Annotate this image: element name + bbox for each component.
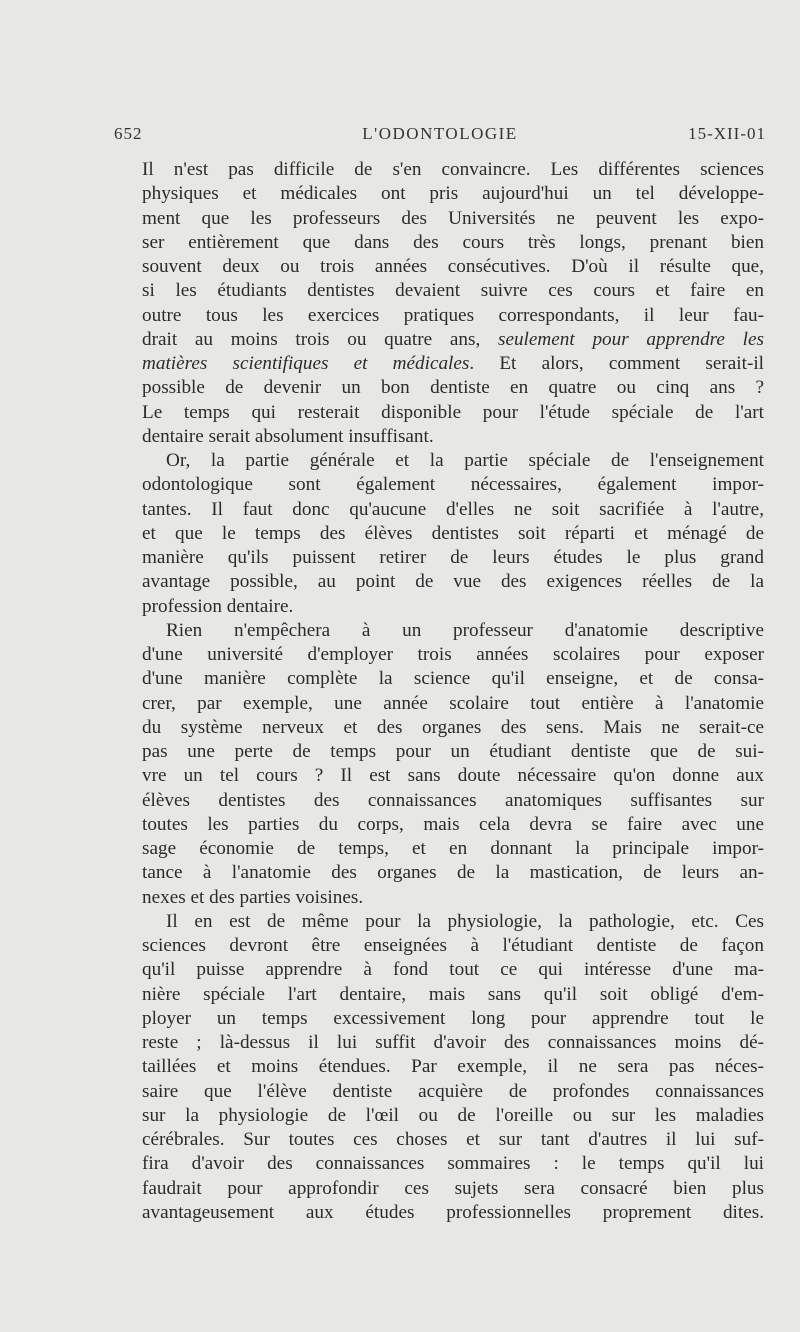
text-line: avantage possible, au point de vue des exigences réelles de la xyxy=(142,571,764,593)
page-number: 652 xyxy=(114,124,143,143)
text-line: fira d'avoir des connaissances sommaires : le temps qu'il lui xyxy=(142,1153,764,1175)
text-line: manière qu'ils puissent retirer de leurs études le plus grand xyxy=(142,547,764,568)
text-line: ployer un temps excessivement long pour apprendre tout le xyxy=(142,1007,764,1029)
text-line: dentaire serait absolument insuffisant. xyxy=(142,425,434,447)
text-line: Rien n'empêchera à un professeur d'anatomie descriptive xyxy=(166,619,764,641)
article-body xyxy=(142,158,764,1225)
text-line: reste ; là-dessus il lui suffit d'avoir des connaissances moins dé- xyxy=(142,1032,764,1053)
text-line xyxy=(142,352,764,376)
text-line: outre tous les exercices pratiques correspondants, il leur fau- xyxy=(142,304,764,326)
text-line: souvent deux ou trois années consécutives. D'où il résulte que, xyxy=(142,256,764,277)
text-line: sciences devront être enseignées à l'étudiant dentiste de façon xyxy=(142,935,764,956)
journal-title: L'ODONTOLOGIE xyxy=(362,124,518,143)
text-line: d'une manière complète la science qu'il enseigne, et de consa- xyxy=(142,668,764,690)
text-line: d'une université d'employer trois années scolaires pour exposer xyxy=(142,644,764,665)
text-line: qu'il puisse apprendre à fond tout ce qui intéresse d'une ma- xyxy=(142,959,764,981)
text-line: Il n'est pas difficile de s'en convaincre. Les différentes sciences xyxy=(142,159,764,180)
text-line: possible de devenir un bon dentiste en quatre ou cinq ans ? xyxy=(142,377,764,399)
text-line: avantageusement aux études professionnelles proprement dites. xyxy=(142,1201,764,1223)
text-segment: . Et alors, comment serait-il xyxy=(469,353,764,374)
paragraph-2 xyxy=(142,449,764,619)
text-line: taillées et moins étendues. Par exemple, il ne sera pas néces- xyxy=(142,1056,764,1078)
text-line: nière spéciale l'art dentaire, mais sans qu'il soit obligé d'em- xyxy=(142,983,764,1005)
text-line: du système nerveux et des organes des sens. Mais ne serait-ce xyxy=(142,716,764,738)
text-line: Or, la partie générale et la partie spéciale de l'enseignement xyxy=(166,450,764,471)
text-line: pas une perte de temps pour un étudiant dentiste que de sui- xyxy=(142,741,764,762)
text-line xyxy=(142,328,764,352)
text-line: physiques et médicales ont pris aujourd'hui un tel développe- xyxy=(142,183,764,205)
text-line: faudrait pour approfondir ces sujets sera consacré bien plus xyxy=(142,1177,764,1199)
text-line: élèves dentistes des connaissances anatomiques suffisantes sur xyxy=(142,789,764,811)
text-line: et que le temps des élèves dentistes soit réparti et ménagé de xyxy=(142,522,764,544)
text-line: sur la physiologie de l'œil ou de l'oreille ou sur les maladies xyxy=(142,1104,764,1126)
text-line: profession dentaire. xyxy=(142,595,294,617)
text-line: saire que l'élève dentiste acquière de profondes connaissances xyxy=(142,1080,764,1102)
text-segment: drait au moins trois ou quatre ans, xyxy=(142,328,498,350)
text-line: nexes et des parties voisines. xyxy=(142,886,364,908)
text-line: cérébrales. Sur toutes ces choses et sur tant d'autres il lui suf- xyxy=(142,1129,764,1150)
text-line: toutes les parties du corps, mais cela devra se faire avec une xyxy=(142,813,764,835)
running-header xyxy=(114,124,766,150)
text-line: sage économie de temps, et en donnant la principale impor- xyxy=(142,838,764,859)
text-line: ment que les professeurs des Universités ne peuvent les expo- xyxy=(142,207,764,229)
paragraph-1 xyxy=(142,158,764,449)
text-line: tance à l'anatomie des organes de la mastication, de leurs an- xyxy=(142,862,764,884)
text-line: Il en est de même pour la physiologie, la pathologie, etc. Ces xyxy=(166,910,764,932)
text-line: odontologique sont également nécessaires, également impor- xyxy=(142,474,764,496)
text-line: Le temps qui resterait disponible pour l'étude spéciale de l'art xyxy=(142,401,764,423)
text-line: vre un tel cours ? Il est sans doute nécessaire qu'on donne aux xyxy=(142,765,764,787)
text-line: si les étudiants dentistes devaient suivre ces cours et faire en xyxy=(142,280,764,302)
issue-date: 15-XII-01 xyxy=(688,124,766,143)
italic-phrase: seulement pour apprendre les xyxy=(497,328,765,350)
italic-phrase: matières scientifiques et médicales xyxy=(142,353,470,374)
text-line: crer, par exemple, une année scolaire tout entière à l'anatomie xyxy=(142,692,764,714)
text-line: tantes. Il faut donc qu'aucune d'elles ne soit sacrifiée à l'autre, xyxy=(142,498,764,520)
text-line: ser entièrement que dans des cours très longs, prenant bien xyxy=(142,231,764,253)
paragraph-3 xyxy=(142,619,764,910)
paragraph-4 xyxy=(142,910,764,1225)
